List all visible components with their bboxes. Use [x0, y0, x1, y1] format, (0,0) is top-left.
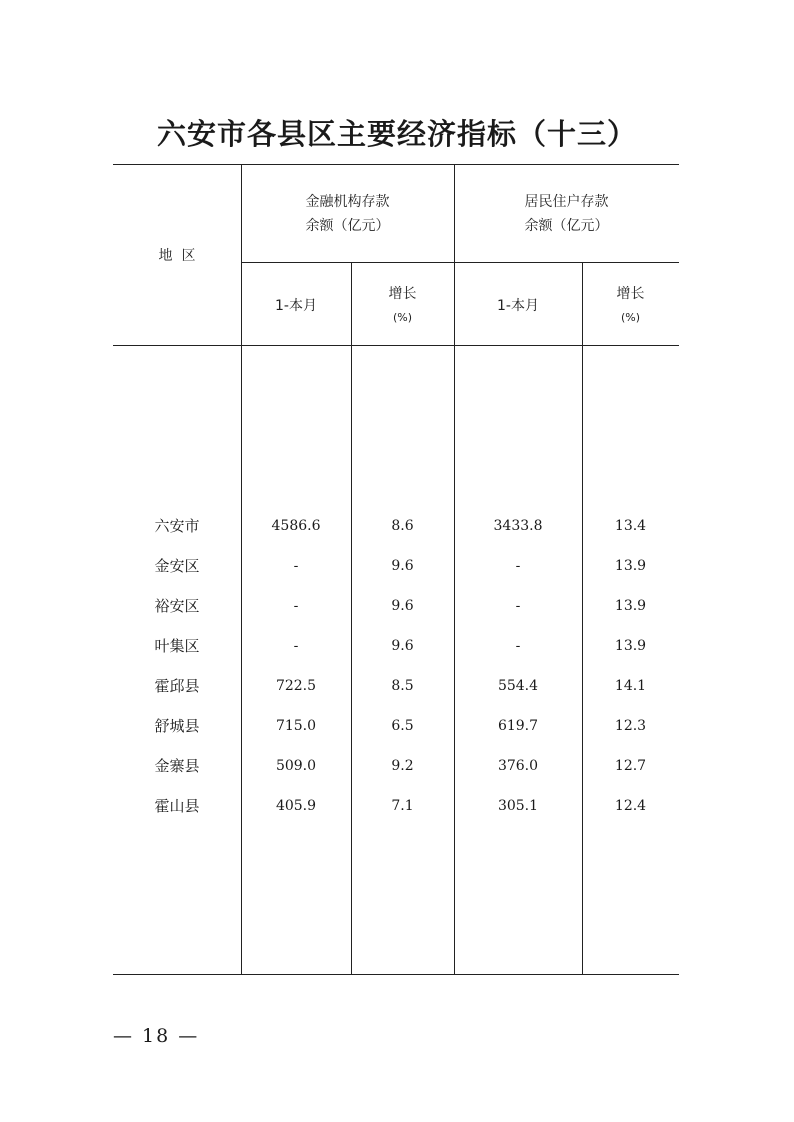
- deposit-total-cell: -: [293, 558, 299, 574]
- deposit-growth-cell: 6.5: [391, 718, 414, 734]
- table-row: [113, 594, 679, 618]
- deposit-growth-cell: 7.1: [391, 798, 414, 814]
- table-top-border: [113, 164, 679, 165]
- household-total-cell: 305.1: [497, 798, 539, 814]
- header-bottom-border: [113, 345, 679, 346]
- table-row: [113, 794, 679, 818]
- region-cell: 霍邱县: [154, 677, 200, 695]
- deposit-growth-cell: 9.2: [391, 758, 414, 774]
- region-cell: 金寨县: [154, 757, 200, 775]
- deposit-growth-cell: 8.6: [391, 518, 414, 534]
- household-growth-cell: 12.3: [614, 718, 647, 734]
- household-growth-cell: 12.4: [614, 798, 647, 814]
- deposit-growth-cell: 9.6: [391, 638, 414, 654]
- table-bottom-border: [113, 974, 679, 975]
- deposit-period-header: 1-本月: [275, 298, 317, 314]
- deposit-growth-cell: 9.6: [391, 558, 414, 574]
- household-total-cell: 554.4: [497, 678, 539, 694]
- header-divider: [241, 262, 679, 263]
- region-cell: 霍山县: [154, 797, 200, 815]
- region-cell: 金安区: [154, 557, 200, 575]
- deposit-total-cell: 4586.6: [271, 518, 321, 534]
- deposit-total-cell: 405.9: [275, 798, 317, 814]
- household-total-cell: 376.0: [497, 758, 539, 774]
- household-growth-cell: 13.4: [614, 518, 647, 534]
- household-total-cell: -: [515, 598, 521, 614]
- deposit-total-cell: -: [293, 638, 299, 654]
- table-row: [113, 554, 679, 578]
- deposit-total-cell: -: [293, 598, 299, 614]
- household-total-cell: 619.7: [497, 718, 539, 734]
- deposit-growth-header: 增长 (%): [388, 286, 417, 324]
- household-header-line2: 余额（亿元）: [524, 218, 609, 234]
- household-header-line1: 居民住户存款: [524, 194, 609, 210]
- table-row: [113, 674, 679, 698]
- household-total-cell: 3433.8: [493, 518, 543, 534]
- column-divider: [351, 262, 352, 974]
- region-cell: 六安市: [154, 517, 200, 535]
- region-cell: 裕安区: [154, 597, 200, 615]
- deposit-total-cell: 509.0: [275, 758, 317, 774]
- deposit-growth-cell: 8.5: [391, 678, 414, 694]
- household-growth-cell: 13.9: [614, 558, 647, 574]
- page-number: — 18 —: [113, 1025, 200, 1047]
- region-cell: 舒城县: [154, 717, 200, 735]
- household-period-header: 1-本月: [497, 298, 539, 314]
- region-cell: 叶集区: [154, 637, 200, 655]
- deposit-growth-cell: 9.6: [391, 598, 414, 614]
- region-header: 地 区: [158, 248, 196, 264]
- household-growth-cell: 12.7: [614, 758, 647, 774]
- deposit-total-cell: 722.5: [275, 678, 317, 694]
- deposit-header-line2: 余额（亿元）: [305, 218, 390, 234]
- deposit-header-line1: 金融机构存款: [305, 194, 390, 210]
- deposit-group-header: [241, 190, 454, 238]
- page-title: 六安市各县区主要经济指标（十三）: [156, 117, 637, 151]
- table-row: [113, 714, 679, 738]
- household-group-header: [454, 190, 679, 238]
- table-row: [113, 754, 679, 778]
- household-growth-cell: 14.1: [614, 678, 647, 694]
- household-total-cell: -: [515, 638, 521, 654]
- deposit-total-cell: 715.0: [275, 718, 317, 734]
- household-growth-header: 增长 (%): [616, 286, 645, 324]
- table-row: [113, 634, 679, 658]
- table-row: [113, 514, 679, 538]
- household-growth-cell: 13.9: [614, 598, 647, 614]
- column-divider: [582, 262, 583, 974]
- household-growth-cell: 13.9: [614, 638, 647, 654]
- household-total-cell: -: [515, 558, 521, 574]
